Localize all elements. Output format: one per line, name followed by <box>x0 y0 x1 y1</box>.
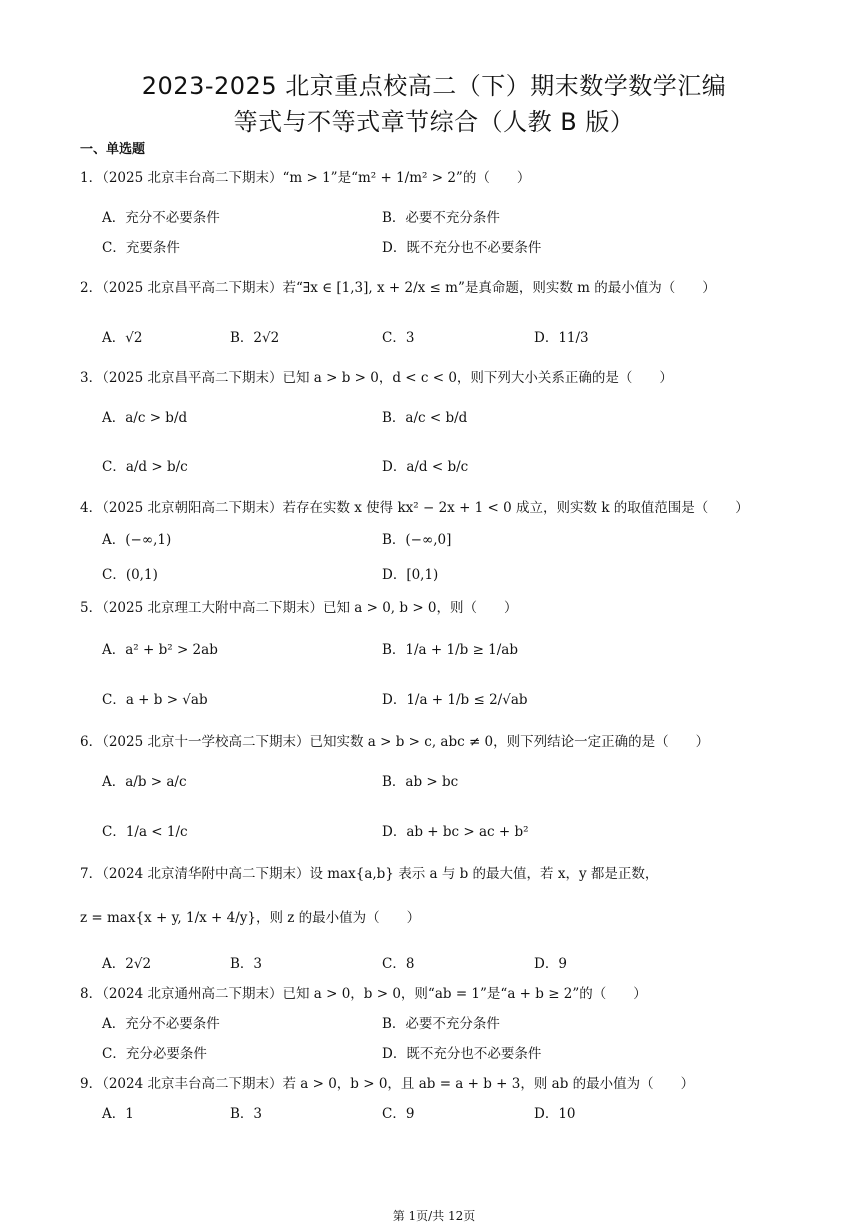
question-7: 7．（2024 北京清华附中高二下期末）设 max{a,b} 表示 a 与 b 的最大值，若 x，y 都是正数， <box>80 866 659 882</box>
question-1: 1．（2025 北京丰台高二下期末）“m > 1”是“m² + 1/m² > 2”的（ ） <box>80 170 531 186</box>
q2-option-a: A．√2 <box>102 330 143 346</box>
question-9: 9．（2024 北京丰台高二下期末）若 a > 0，b > 0，且 ab = a + b + 3，则 ab 的最小值为（ ） <box>80 1076 695 1092</box>
q6-option-a: A．a/b > a/c <box>102 774 187 790</box>
q4-option-d: D．[0,1) <box>382 567 439 583</box>
q6-option-c: C．1/a < 1/c <box>102 824 188 840</box>
q1-option-c: C．充要条件 <box>102 240 180 256</box>
q9-option-c: C．9 <box>382 1106 415 1122</box>
q6-option-d: D．ab + bc > ac + b² <box>382 824 529 840</box>
page-footer: 第 1页/共 12页 <box>392 1209 476 1223</box>
q7-option-c: C．8 <box>382 956 415 972</box>
q9-option-d: D．10 <box>534 1106 576 1122</box>
q2-option-b: B．2√2 <box>230 330 280 346</box>
q7-option-b: B．3 <box>230 956 263 972</box>
q2-option-c: C．3 <box>382 330 415 346</box>
q8-option-a: A．充分不必要条件 <box>102 1016 220 1032</box>
q8-option-b: B．必要不充分条件 <box>382 1016 500 1032</box>
q5-option-c: C．a + b > √ab <box>102 692 208 708</box>
q3-option-d: D．a/d < b/c <box>382 459 469 475</box>
q6-option-b: B．ab > bc <box>382 774 459 790</box>
q1-option-b: B．必要不充分条件 <box>382 210 500 226</box>
q9-option-b: B．3 <box>230 1106 263 1122</box>
q3-option-a: A．a/c > b/d <box>102 410 188 426</box>
question-4: 4．（2025 北京朝阳高二下期末）若存在实数 x 使得 kx² − 2x + 1 < 0 成立，则实数 k 的取值范围是（ ） <box>80 500 749 516</box>
q8-option-c: C．充分必要条件 <box>102 1046 207 1062</box>
q3-option-b: B．a/c < b/d <box>382 410 468 426</box>
question-6: 6．（2025 北京十一学校高二下期末）已知实数 a > b > c, abc ≠ 0，则下列结论一定正确的是（ ） <box>80 734 710 750</box>
q3-option-c: C．a/d > b/c <box>102 459 188 475</box>
q5-option-a: A．a² + b² > 2ab <box>102 642 218 658</box>
question-5: 5．（2025 北京理工大附中高二下期末）已知 a > 0, b > 0，则（ ） <box>80 600 518 616</box>
section-heading: 一、单选题 <box>80 142 146 157</box>
q8-option-d: D．既不充分也不必要条件 <box>382 1046 542 1062</box>
q7-option-a: A．2√2 <box>102 956 152 972</box>
question-3: 3．（2025 北京昌平高二下期末）已知 a > b > 0，d < c < 0，则下列大小关系正确的是（ ） <box>80 370 673 386</box>
q4-option-c: C．(0,1) <box>102 567 158 583</box>
q5-option-b: B．1/a + 1/b ≥ 1/ab <box>382 642 519 658</box>
page-subtitle: 等式与不等式章节综合（人教 B 版） <box>233 108 635 136</box>
q4-option-a: A．(−∞,1) <box>102 532 172 548</box>
q9-option-a: A．1 <box>102 1106 134 1122</box>
q4-option-b: B．(−∞,0] <box>382 532 452 548</box>
page-title: 2023-2025 北京重点校高二（下）期末数学数学汇编 <box>141 72 727 100</box>
question-8: 8．（2024 北京通州高二下期末）已知 a > 0，b > 0，则“ab = 1”是“a + b ≥ 2”的（ ） <box>80 986 647 1002</box>
q1-option-a: A．充分不必要条件 <box>102 210 220 226</box>
q7-option-d: D．9 <box>534 956 567 972</box>
q2-option-d: D．11/3 <box>534 330 589 346</box>
question-7-line2: z = max{x + y, 1/x + 4/y}，则 z 的最小值为（ ） <box>80 910 421 926</box>
q1-option-d: D．既不充分也不必要条件 <box>382 240 542 256</box>
question-2: 2．（2025 北京昌平高二下期末）若“∃x ∈ [1,3], x + 2/x ≤ m”是真命题，则实数 m 的最小值为（ ） <box>80 280 716 296</box>
q5-option-d: D．1/a + 1/b ≤ 2/√ab <box>382 692 528 708</box>
